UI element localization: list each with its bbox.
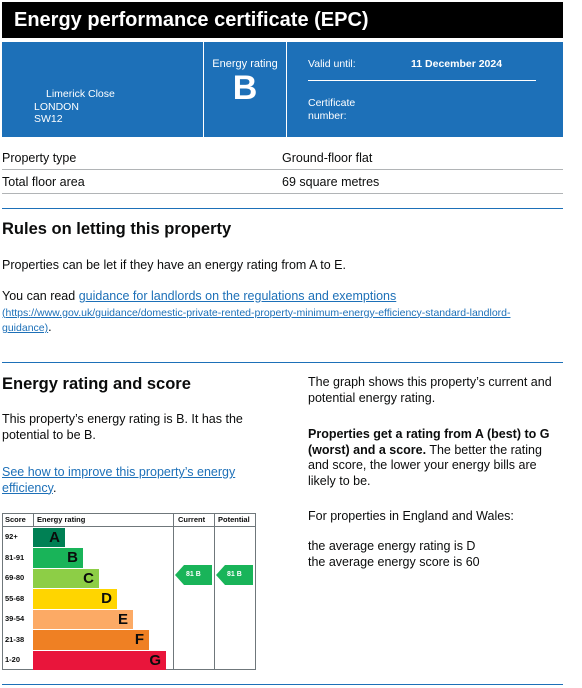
band-d [3,589,173,610]
section-divider [2,684,563,685]
letting-paragraph-2 [2,289,537,336]
band-score-range: 55-68 [5,593,25,603]
improve-efficiency-link[interactable]: See how to improve this property’s energy efficiency [2,465,236,495]
rating-explanation-rest: The better the rating and score, the lower your energy bills are likely to be. [308,442,542,488]
rating-label: Energy rating [212,58,278,70]
property-type-row [2,146,563,170]
averages [308,539,566,570]
score-column-header: Score [5,515,26,524]
current-column-divider [173,514,174,669]
energy-rating-chart [2,513,256,670]
band-score-range: 69-80 [5,573,25,582]
band-letter: E [117,610,128,628]
address-line-1: Limerick Close [46,88,115,100]
band-letter: C [83,569,94,587]
band-letter: A [49,528,60,546]
address-block [34,88,115,126]
band-score-range: 39-54 [5,614,25,623]
band-score-range: 81-91 [5,552,25,562]
section-divider [2,208,563,209]
band-f [3,630,173,651]
current-rating-arrow-label: 81 B [186,570,201,578]
rating-column-header: Energy rating [37,515,86,524]
band-score-range: 92+ [5,532,18,541]
band-bar [33,589,117,609]
floor-area-row [2,170,563,194]
valid-until-date: 11 December 2024 [411,58,503,70]
letting-suffix: . [48,320,52,334]
rating-explanation [308,427,566,489]
rating-explanation-bold: Properties get a rating from A (best) to G (worst) and a score. [308,427,550,457]
landlord-guidance-url[interactable]: (https://www.gov.uk/guidance/domestic-private-rented-property-minimum-energy-efficiency-standard-landlord-guidance) [2,306,511,334]
section-divider [2,362,563,363]
band-letter: G [149,651,161,669]
rating-box [203,42,287,137]
property-type-value: Ground-floor flat [282,151,373,165]
band-bar [33,569,99,589]
band-g [3,650,173,671]
average-score: the average energy score is 60 [308,554,480,569]
landlord-guidance-link[interactable]: guidance for landlords on the regulations and exemptions [78,289,397,303]
floor-area-label: Total floor area [2,175,85,189]
page-title: Energy performance certificate (EPC) [2,2,563,38]
letting-heading: Rules on letting this property [2,220,232,238]
band-score-range: 1-20 [5,655,21,664]
current-rating-arrow [175,565,212,585]
energy-rating-heading: Energy rating and score [2,375,191,393]
band-bar [33,528,65,548]
band-bar [33,610,133,630]
current-column-header: Current [178,515,206,524]
floor-area-value: 69 square metres [282,175,380,189]
band-bar [33,651,166,671]
band-b [3,548,173,569]
valid-until-label: Valid until: [308,58,356,70]
band-c [3,568,173,589]
address-line-3: SW12 [34,113,63,125]
divider [308,80,536,81]
improve-suffix: . [52,480,57,495]
potential-rating-arrow [216,565,253,585]
summary-panel [2,42,563,137]
average-rating: the average energy rating is D [308,539,476,553]
property-type-label: Property type [2,151,77,165]
band-letter: D [101,590,112,607]
band-score-range: 21-38 [5,634,25,644]
potential-column-divider [214,514,215,669]
graph-description: The graph shows this property’s current and potential energy rating. [308,375,552,405]
letting-prefix: You can read [2,289,79,303]
potential-rating-arrow-label: 81 B [227,570,242,578]
address-line-2: LONDON [34,100,79,113]
improve-paragraph [2,465,262,496]
certificate-number-label: Certificate number: [308,97,356,122]
band-e [3,609,173,630]
england-wales-note: For properties in England and Wales: [308,509,514,523]
header-divider [33,514,34,526]
band-bar [33,630,149,650]
band-a [3,527,173,548]
band-letter: B [67,549,78,566]
rating-paragraph: This property’s energy rating is B. It has the potential to be B. [2,412,243,442]
band-bar [33,548,83,568]
rating-letter: B [232,69,258,107]
band-letter: F [134,631,144,648]
letting-paragraph-1: Properties can be let if they have an energy rating from A to E. [2,258,346,272]
potential-column-header: Potential [218,515,250,524]
